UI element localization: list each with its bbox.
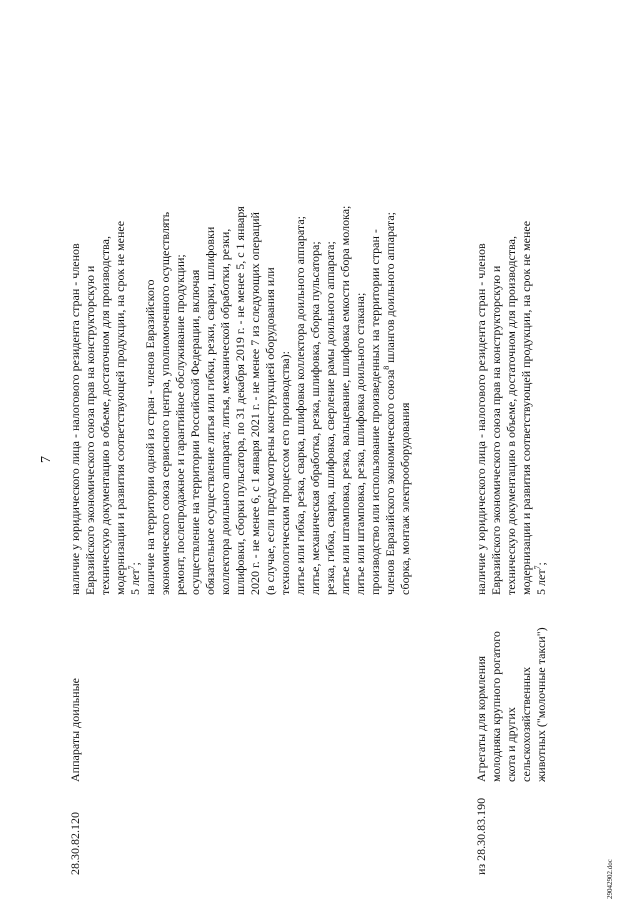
requirement-line: наличие у юридического лица - налогового резидента стран - членов — [68, 243, 82, 595]
requirement-line: модернизации и развития соответствующей продукции, на срок не менее — [113, 220, 127, 595]
footnote-mark: 7 — [127, 565, 136, 570]
product-name-line: скота и других — [504, 707, 518, 782]
product-code: из 28.30.83.190 — [474, 797, 488, 875]
requirement-line: литье, механическая обработка, резка, шлифовка, сборка пульсатора; — [308, 241, 322, 595]
file-reference: 29042902.doc — [606, 859, 614, 899]
requirement-line: шлифовки, сборки пульсатора, по 31 декабря 2019 г. - не менее 5, с 1 января — [233, 206, 247, 595]
product-name-line: животных ("молочные такси") — [534, 627, 548, 782]
requirement-line: членов Евразийского экономического союза$^8$ шлангов доильного аппарата; — [382, 212, 397, 595]
product-name — [474, 627, 549, 782]
requirement-line: экономического союза сервисного центра, уполномоченного осуществлять — [158, 211, 172, 595]
requirement-line: сборка, монтаж электрооборудования — [398, 402, 412, 595]
requirement-line: техническую документацию в объеме, достаточном для производства, — [98, 236, 112, 595]
requirement-line: Евразийского экономического союза прав на конструкторскую и — [83, 265, 97, 595]
requirement-line: (в случае, если предусмотрены конструкцией оборудования или — [263, 267, 277, 595]
requirement-line: литье или штамповка, резка, шлифовка доильного стакана; — [353, 292, 367, 595]
requirement-line: обязательное осуществление литья или гибки, резки, сварки, шлифовки — [203, 226, 217, 595]
requirement-line: резка, гибка, сварка, шлифовка, сверление рамы доильного аппарата; — [323, 241, 337, 595]
requirement-line: наличие на территории одной из стран - членов Евразийского — [143, 279, 157, 595]
requirement-line: литье или штамповка, резка, вальцевание, шлифовка емкости сбора молока; — [338, 205, 352, 595]
requirement-line: технологическим процессом его производства): — [278, 351, 292, 595]
requirement-line: литье или гибка, резка, сварка, шлифовка коллектора доильного аппарата; — [293, 216, 307, 595]
product-name-line: Агрегаты для кормления — [474, 655, 488, 782]
product-code: 28.30.82.120 — [68, 812, 82, 875]
table-row — [474, 0, 584, 905]
product-name-line: Аппараты доильные — [68, 678, 82, 782]
requirement-line: коллектора доильного аппарата; литья, механической обработки, резки, — [218, 228, 232, 595]
requirement-line: наличие у юридического лица - налогового резидента стран - членов — [474, 243, 488, 595]
requirement-line: ремонт, послепродажное и гарантийное обслуживание продукции; — [173, 254, 187, 595]
product-name-line: сельскохозяйственных — [519, 666, 533, 782]
requirement-line: Евразийского экономического союза прав на конструкторскую и — [489, 265, 503, 595]
page-number: 7 — [39, 456, 54, 463]
requirements-text — [68, 15, 413, 595]
table-row — [68, 0, 466, 905]
requirement-line: производство или использование произведенных на территории стран - — [368, 229, 382, 595]
requirement-line: техническую документацию в объеме, достаточном для производства, — [504, 236, 518, 595]
requirement-line: осуществление на территории Российской Федерации, включая — [188, 269, 202, 595]
product-name-line: молодняка крупного рогатого — [489, 631, 503, 782]
footnote-mark: 8 — [382, 365, 391, 370]
requirement-line: 5 лет$^7$; — [533, 562, 548, 595]
requirement-line: модернизации и развития соответствующей продукции, на срок не менее — [519, 220, 533, 595]
requirement-line: 2020 г. - не менее 6, с 1 января 2021 г. - не менее 7 из следующих операций — [248, 212, 262, 595]
requirement-line: 5 лет$^7$; — [127, 562, 142, 595]
requirements-text — [474, 15, 549, 595]
product-name — [68, 632, 83, 782]
footnote-mark: 7 — [533, 565, 542, 570]
